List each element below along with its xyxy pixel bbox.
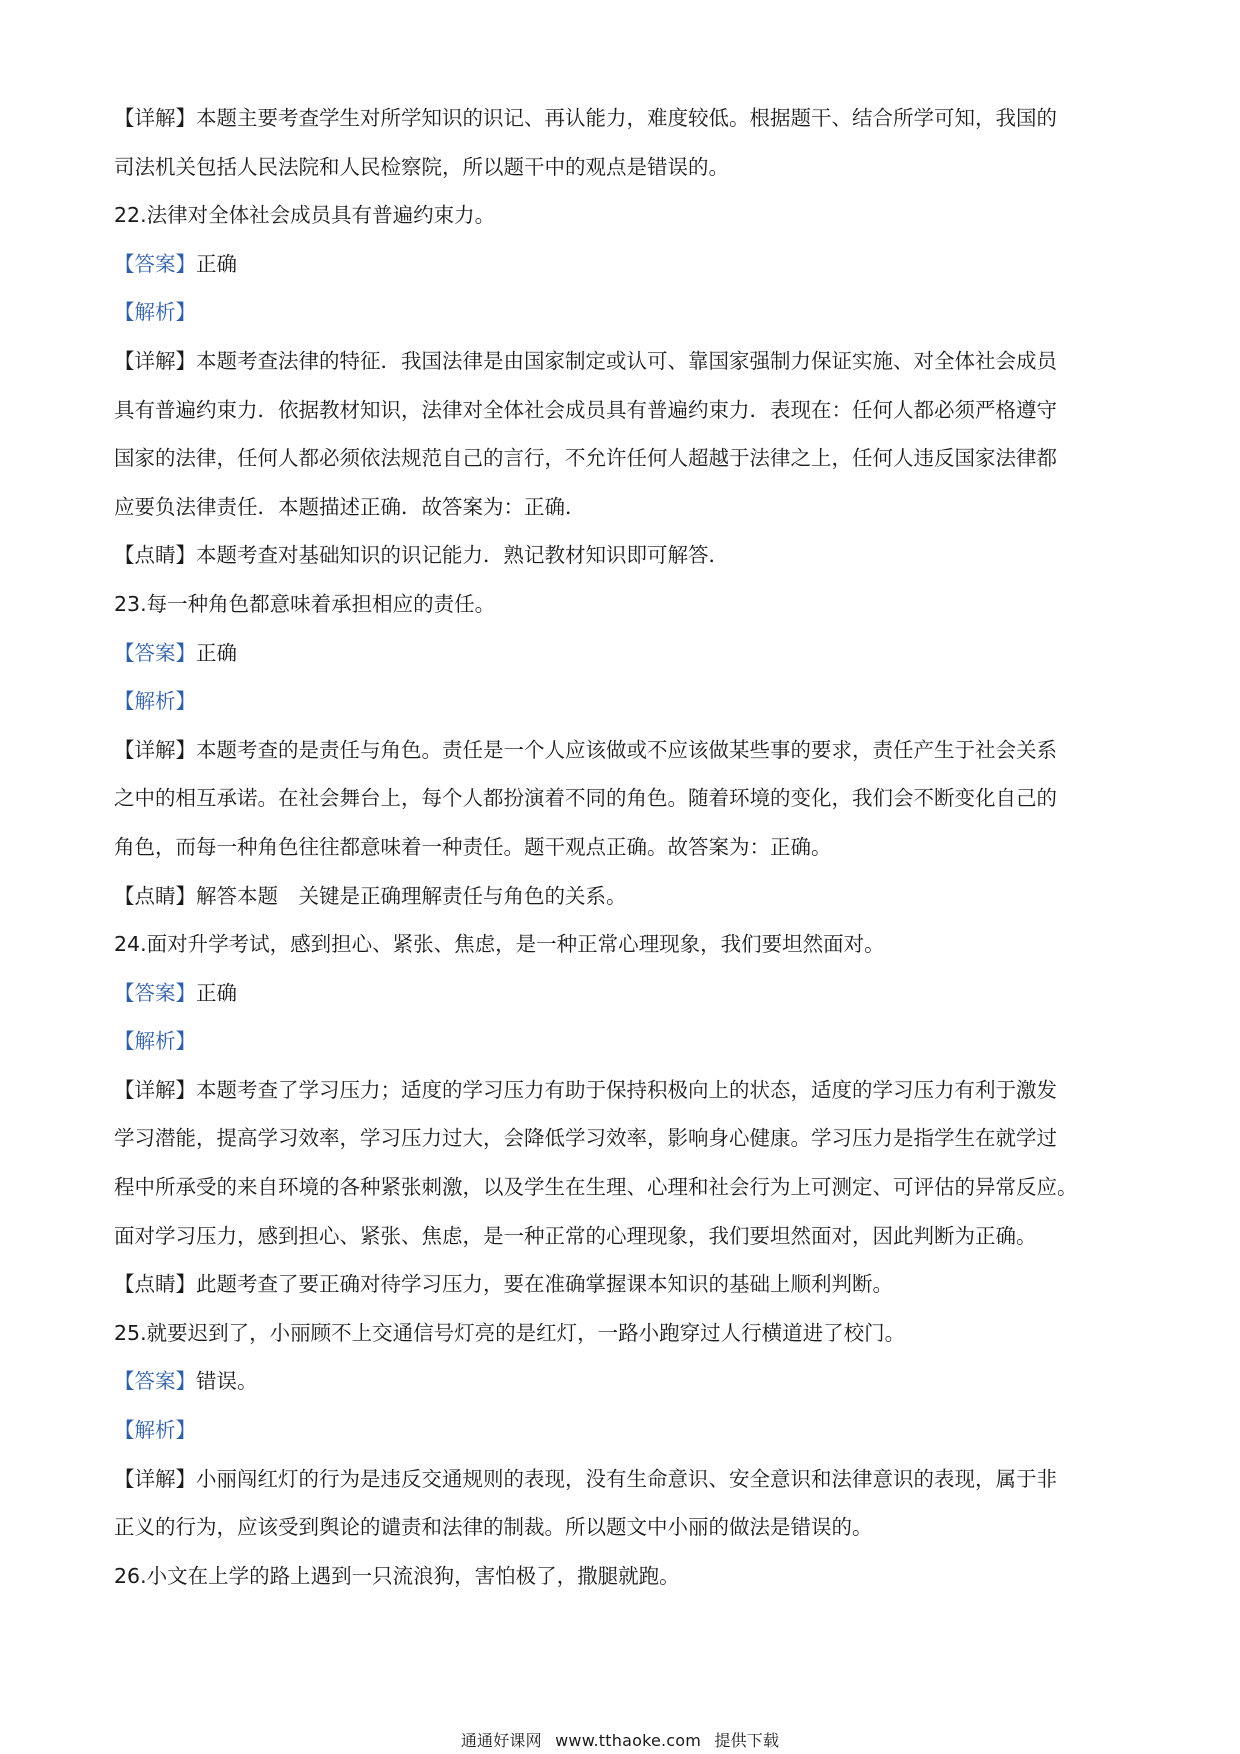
explanation-first-line [114,1260,1128,1309]
explanation-tag: 【详解】 [114,737,196,762]
explanation-text: 本题考查的是责任与角色。责任是一个人应该做或不应该做某些事的要求，责任产生于社会关系 [196,737,1057,762]
explanation-text: 具有普遍约束力．依据教材知识，法律对全体社会成员具有普遍约束力．表现在：任何人都必须严格遵守 [114,397,1057,422]
explanation-first-line [114,872,1128,921]
explanation-line [114,143,1128,192]
question-text: 22.法律对全体社会成员具有普遍约束力。 [114,203,496,228]
answer-tag: 【答案】 [114,251,196,276]
answer-line [114,240,1128,289]
explanation-line [114,483,1128,532]
footer-url[interactable]: www.tthaoke.com [555,1731,702,1750]
analysis-heading: 【解析】 [114,1029,196,1054]
explanation-text: 程中所承受的来自环境的各种紧张刺激，以及学生在生理、心理和社会行为上可测定、可评估的异常反应。 [114,1175,1078,1200]
question-text: 26.小文在上学的路上遇到一只流浪狗，害怕极了，撒腿就跑。 [114,1563,680,1588]
explanation-text: 本题考查了学习压力；适度的学习压力有助于保持积极向上的状态，适度的学习压力有利于激发 [196,1077,1057,1102]
explanation-tag: 【点睛】 [114,1272,196,1297]
answer-value: 正确 [196,980,237,1005]
explanation-line [114,1163,1128,1212]
explanation-first-line [114,337,1128,386]
page-footer [0,1728,1240,1751]
analysis-heading: 【解析】 [114,1418,196,1443]
explanation-line [114,1114,1128,1163]
answer-value: 错误。 [196,1369,258,1394]
explanation-text: 面对学习压力，感到担心、紧张、焦虑，是一种正常的心理现象，我们要坦然面对，因此判断为正确。 [114,1223,1037,1248]
explanation-text: 此题考查了要正确对待学习压力，要在准确掌握课本知识的基础上顺利判断。 [196,1272,893,1297]
explanation-first-line [114,726,1128,775]
explanation-line [114,1503,1128,1552]
explanation-text: 学习潜能，提高学习效率，学习压力过大，会降低学习效率，影响身心健康。学习压力是指学生在就学过 [114,1126,1057,1151]
answer-tag: 【答案】 [114,640,196,665]
analysis-heading: 【解析】 [114,689,196,714]
answer-tag: 【答案】 [114,980,196,1005]
question-text: 23.每一种角色都意味着承担相应的责任。 [114,591,496,616]
question-text: 25.就要迟到了，小丽顾不上交通信号灯亮的是红灯，一路小跑穿过人行横道进了校门。 [114,1320,906,1345]
question-text: 24.面对升学考试，感到担心、紧张、焦虑，是一种正常心理现象，我们要坦然面对。 [114,932,885,957]
explanation-line [114,386,1128,435]
answer-line [114,629,1128,678]
answer-value: 正确 [196,640,237,665]
answer-line [114,969,1128,1018]
explanation-first-line [114,1455,1128,1504]
explanation-first-line [114,531,1128,580]
explanation-text: 司法机关包括人民法院和人民检察院，所以题干中的观点是错误的。 [114,154,729,179]
explanation-text: 国家的法律，任何人都必须依法规范自己的言行，不允许任何人超越于法律之上，任何人违反国家法律都 [114,446,1057,471]
explanation-tag: 【详解】 [114,1466,196,1491]
answer-line [114,1357,1128,1406]
explanation-first-line [114,1066,1128,1115]
explanation-text: 解答本题 关键是正确理解责任与角色的关系。 [196,883,627,908]
footer-site-name: 通通好课网 [460,1731,542,1750]
answer-value: 正确 [196,251,237,276]
analysis-heading: 【解析】 [114,300,196,325]
explanation-text: 本题主要考查学生对所学知识的识记、再认能力，难度较低。根据题干、结合所学可知，我国的 [196,106,1057,130]
footer-note: 提供下载 [714,1731,780,1750]
explanation-tag: 【详解】 [114,106,196,130]
explanation-line [114,774,1128,823]
explanation-tag: 【点睛】 [114,543,196,568]
explanation-tag: 【详解】 [114,348,196,373]
explanation-text: 之中的相互承诺。在社会舞台上，每个人都扮演着不同的角色。随着环境的变化，我们会不断变化自己的 [114,786,1057,811]
explanation-text: 应要负法律责任．本题描述正确．故答案为：正确． [114,494,586,519]
explanation-line [114,823,1128,872]
explanation-line [114,1212,1128,1261]
explanation-first-line [114,94,1128,143]
explanation-text: 本题考查对基础知识的识记能力．熟记教材知识即可解答． [196,543,729,568]
explanation-text: 本题考查法律的特征．我国法律是由国家制定或认可、靠国家强制力保证实施、对全体社会成员 [196,348,1057,373]
answer-tag: 【答案】 [114,1369,196,1394]
explanation-text: 小丽闯红灯的行为是违反交通规则的表现，没有生命意识、安全意识和法律意识的表现，属于非 [196,1466,1057,1491]
explanation-line [114,434,1128,483]
explanation-text: 正义的行为，应该受到舆论的谴责和法律的制裁。所以题文中小丽的做法是错误的。 [114,1515,873,1540]
explanation-text: 角色，而每一种角色往往都意味着一种责任。题干观点正确。故答案为：正确。 [114,834,832,859]
document-body [114,94,1128,1600]
explanation-tag: 【点睛】 [114,883,196,908]
explanation-tag: 【详解】 [114,1077,196,1102]
